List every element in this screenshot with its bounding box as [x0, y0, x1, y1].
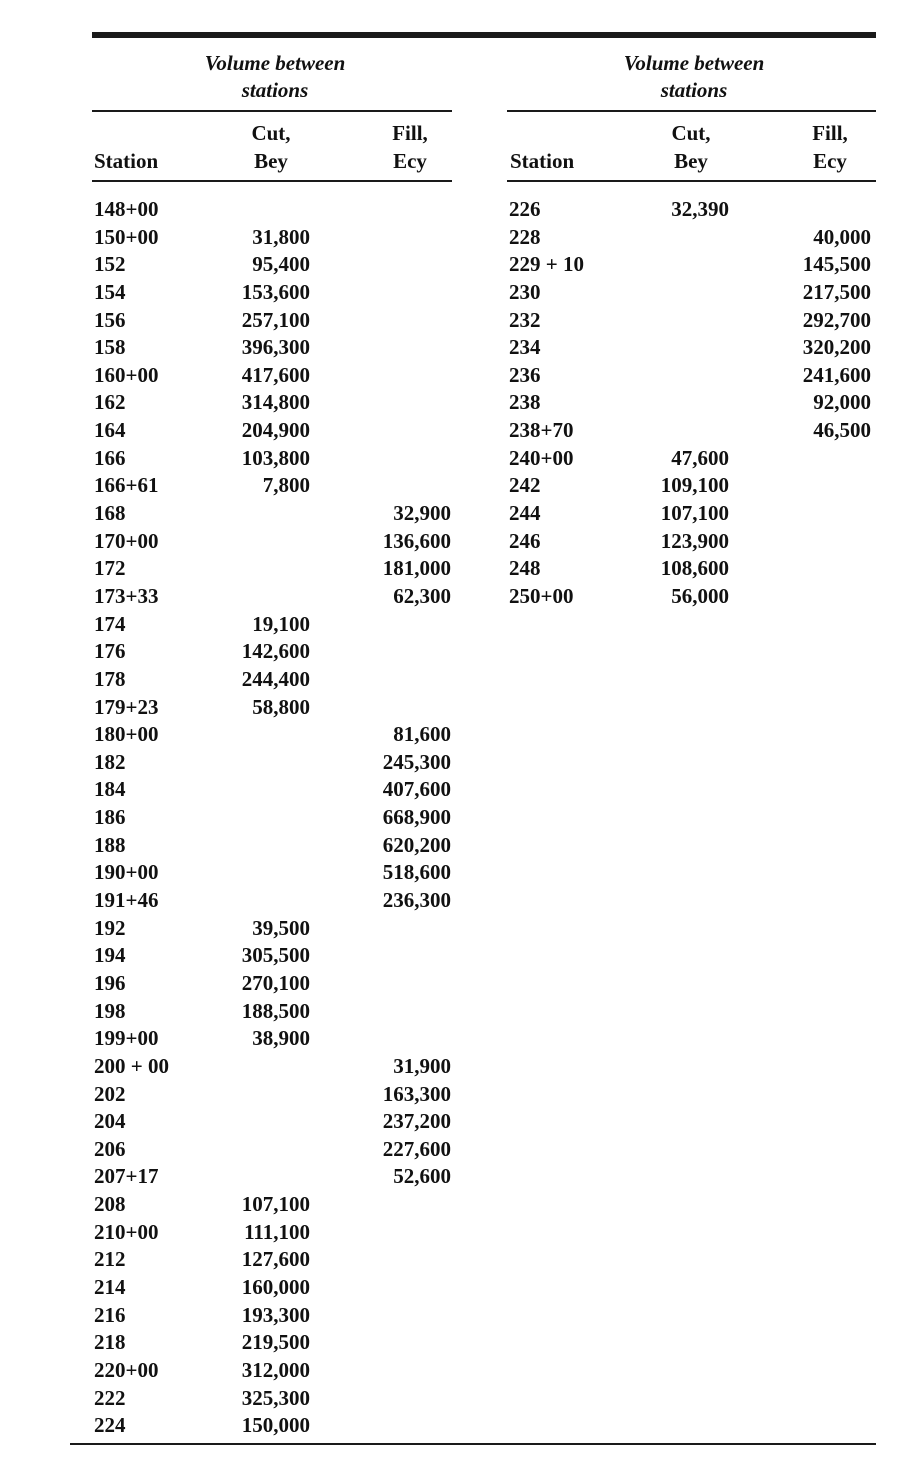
- cut-cell: 109,100: [660, 473, 729, 498]
- fill-cell: 40,000: [813, 224, 871, 249]
- cut-cell: [190, 500, 310, 528]
- station-cell: 230: [509, 279, 541, 304]
- station-cell: 238: [509, 390, 541, 415]
- cut-cell: 150,000: [241, 1413, 310, 1438]
- left-cut-header-line2: Bey: [254, 149, 288, 173]
- station-cell: 158: [94, 335, 126, 360]
- fill-cell: [331, 638, 451, 666]
- cut-cell: 153,600: [241, 279, 310, 304]
- cut-cell: [190, 859, 310, 887]
- left-group-header-line1: Volume between: [204, 51, 346, 75]
- station-cell: 244: [509, 501, 541, 526]
- cut-cell: 204,900: [241, 418, 310, 443]
- left-cut-column: [190, 196, 310, 1440]
- cut-cell: [190, 196, 310, 224]
- cut-cell: 270,100: [241, 970, 310, 995]
- cut-cell: 7,800: [262, 473, 310, 498]
- fill-cell: 46,500: [813, 418, 871, 443]
- fill-cell: [331, 224, 451, 252]
- station-cell: 186: [94, 805, 126, 830]
- station-cell: 182: [94, 749, 126, 774]
- fill-cell: [331, 611, 451, 639]
- column-header-rule-right: [507, 180, 876, 182]
- fill-cell: [751, 555, 871, 583]
- left-fill-header: [350, 119, 470, 175]
- cut-cell: [190, 749, 310, 777]
- station-cell: 154: [94, 279, 126, 304]
- cut-cell: [190, 887, 310, 915]
- fill-cell: [331, 666, 451, 694]
- station-cell: 204: [94, 1109, 126, 1134]
- fill-cell: [751, 500, 871, 528]
- left-station-header: Station: [94, 149, 159, 173]
- station-cell: 214: [94, 1274, 126, 1299]
- cut-cell: [609, 279, 729, 307]
- fill-cell: 136,600: [382, 528, 451, 553]
- cut-cell: 142,600: [241, 639, 310, 664]
- fill-cell: 92,000: [813, 390, 871, 415]
- station-cell: 248: [509, 556, 541, 581]
- cut-cell: [190, 776, 310, 804]
- station-cell: 250+00: [509, 583, 574, 608]
- station-cell: 220+00: [94, 1357, 159, 1382]
- cut-cell: 123,900: [660, 528, 729, 553]
- right-fill-header-line1: Fill,: [812, 121, 848, 145]
- station-cell: 160+00: [94, 362, 159, 387]
- fill-cell: [751, 196, 871, 224]
- cut-cell: [190, 1108, 310, 1136]
- right-station-header: Station: [510, 149, 575, 173]
- left-fill-column: [331, 196, 451, 1440]
- left-group-header-line2: stations: [241, 78, 309, 102]
- cut-cell: 160,000: [241, 1274, 310, 1299]
- fill-cell: [331, 1412, 451, 1440]
- station-cell: 166: [94, 445, 126, 470]
- station-cell: 150+00: [94, 224, 159, 249]
- fill-cell: 407,600: [382, 777, 451, 802]
- cut-cell: 39,500: [252, 915, 310, 940]
- right-group-header: [584, 50, 804, 104]
- right-fill-header-line2: Ecy: [813, 149, 847, 173]
- fill-cell: [331, 196, 451, 224]
- station-cell: 168: [94, 501, 126, 526]
- cut-cell: [609, 224, 729, 252]
- fill-cell: 320,200: [802, 335, 871, 360]
- cut-cell: 127,600: [241, 1247, 310, 1272]
- station-cell: 210+00: [94, 1219, 159, 1244]
- cut-cell: 305,500: [241, 943, 310, 968]
- group-header-rule-left: [92, 110, 452, 112]
- fill-cell: 145,500: [802, 252, 871, 277]
- cut-cell: 32,390: [671, 197, 729, 221]
- station-cell: 240+00: [509, 445, 574, 470]
- fill-cell: [331, 970, 451, 998]
- right-cut-header-line1: Cut,: [671, 121, 711, 145]
- cut-cell: 314,800: [241, 390, 310, 415]
- station-cell: 212: [94, 1247, 126, 1272]
- station-cell: 236: [509, 362, 541, 387]
- right-group-header-line1: Volume between: [623, 51, 765, 75]
- station-cell: 226: [509, 197, 541, 221]
- fill-cell: [331, 445, 451, 473]
- fill-cell: 181,000: [382, 556, 451, 581]
- station-cell: 178: [94, 666, 126, 691]
- station-cell: 179+23: [94, 694, 159, 719]
- fill-cell: 32,900: [393, 501, 451, 526]
- station-cell: 162: [94, 390, 126, 415]
- right-cut-header: [631, 119, 751, 175]
- fill-cell: 237,200: [382, 1109, 451, 1134]
- cut-cell: 107,100: [241, 1192, 310, 1217]
- fill-cell: 668,900: [382, 805, 451, 830]
- cut-cell: 396,300: [241, 335, 310, 360]
- station-cell: 198: [94, 998, 126, 1023]
- fill-cell: 245,300: [382, 749, 451, 774]
- cut-cell: 325,300: [241, 1385, 310, 1410]
- station-cell: 228: [509, 224, 541, 249]
- left-group-header: [165, 50, 385, 104]
- station-cell: 148+00: [94, 197, 159, 221]
- fill-cell: [331, 1219, 451, 1247]
- station-cell: 176: [94, 639, 126, 664]
- group-header-rule-right: [507, 110, 876, 112]
- cut-cell: [609, 334, 729, 362]
- fill-cell: 227,600: [382, 1136, 451, 1161]
- fill-cell: 518,600: [382, 860, 451, 885]
- fill-cell: 241,600: [802, 362, 871, 387]
- right-fill-header: [770, 119, 890, 175]
- station-cell: 156: [94, 307, 126, 332]
- cut-cell: 107,100: [660, 501, 729, 526]
- bottom-rule: [70, 1443, 876, 1445]
- station-cell: 170+00: [94, 528, 159, 553]
- fill-cell: [751, 445, 871, 473]
- left-fill-header-line2: Ecy: [393, 149, 427, 173]
- station-cell: 207+17: [94, 1164, 159, 1189]
- fill-cell: [331, 1025, 451, 1053]
- cut-cell: 95,400: [252, 252, 310, 277]
- top-rule: [92, 32, 876, 38]
- fill-cell: [751, 528, 871, 556]
- station-cell: 196: [94, 970, 126, 995]
- fill-cell: 52,600: [393, 1164, 451, 1189]
- fill-cell: [331, 307, 451, 335]
- station-cell: 246: [509, 528, 541, 553]
- station-cell: 174: [94, 611, 126, 636]
- station-cell: 232: [509, 307, 541, 332]
- cut-cell: 31,800: [252, 224, 310, 249]
- station-cell: 208: [94, 1192, 126, 1217]
- cut-cell: [190, 1163, 310, 1191]
- cut-cell: 19,100: [252, 611, 310, 636]
- fill-cell: [331, 1246, 451, 1274]
- fill-cell: 217,500: [802, 279, 871, 304]
- station-cell: 229 + 10: [509, 252, 584, 277]
- cut-cell: 111,100: [244, 1219, 310, 1244]
- station-cell: 222: [94, 1385, 126, 1410]
- right-cut-column: [609, 196, 729, 611]
- station-cell: 172: [94, 556, 126, 581]
- cut-cell: [190, 1081, 310, 1109]
- right-fill-column: [751, 196, 871, 611]
- cut-cell: [609, 362, 729, 390]
- cut-cell: [609, 251, 729, 279]
- station-cell: 180+00: [94, 722, 159, 747]
- cut-cell: 219,500: [241, 1330, 310, 1355]
- station-cell: 202: [94, 1081, 126, 1106]
- cut-cell: 108,600: [660, 556, 729, 581]
- station-cell: 242: [509, 473, 541, 498]
- station-cell: 238+70: [509, 418, 574, 443]
- fill-cell: 292,700: [802, 307, 871, 332]
- cut-cell: 58,800: [252, 694, 310, 719]
- fill-cell: 62,300: [393, 583, 451, 608]
- cut-cell: 312,000: [241, 1357, 310, 1382]
- fill-cell: [331, 417, 451, 445]
- cut-cell: 193,300: [241, 1302, 310, 1327]
- right-cut-header-line2: Bey: [674, 149, 708, 173]
- left-fill-header-line1: Fill,: [392, 121, 428, 145]
- cut-cell: [190, 832, 310, 860]
- fill-cell: [331, 389, 451, 417]
- fill-cell: 163,300: [382, 1081, 451, 1106]
- station-cell: 206: [94, 1136, 126, 1161]
- left-cut-header: [211, 119, 331, 175]
- cut-cell: [190, 528, 310, 556]
- fill-cell: [331, 1329, 451, 1357]
- station-cell: 173+33: [94, 583, 159, 608]
- fill-cell: 81,600: [393, 722, 451, 747]
- cut-cell: [609, 417, 729, 445]
- station-cell: 190+00: [94, 860, 159, 885]
- station-cell: 152: [94, 252, 126, 277]
- fill-cell: [331, 1385, 451, 1413]
- fill-cell: [331, 1191, 451, 1219]
- fill-cell: [331, 942, 451, 970]
- fill-cell: 620,200: [382, 832, 451, 857]
- cut-cell: [190, 1136, 310, 1164]
- cut-cell: [190, 1053, 310, 1081]
- station-cell: 166+61: [94, 473, 159, 498]
- cut-cell: [190, 583, 310, 611]
- fill-cell: [331, 362, 451, 390]
- cut-cell: [190, 721, 310, 749]
- fill-cell: [331, 915, 451, 943]
- left-cut-header-line1: Cut,: [251, 121, 291, 145]
- fill-cell: 31,900: [393, 1053, 451, 1078]
- station-cell: 194: [94, 943, 126, 968]
- fill-cell: [751, 583, 871, 611]
- column-header-rule-left: [92, 180, 452, 182]
- fill-cell: [331, 694, 451, 722]
- fill-cell: [331, 1274, 451, 1302]
- station-cell: 191+46: [94, 888, 159, 913]
- right-group-header-line2: stations: [660, 78, 728, 102]
- station-cell: 224: [94, 1413, 126, 1438]
- cut-cell: [609, 389, 729, 417]
- station-cell: 184: [94, 777, 126, 802]
- station-cell: 216: [94, 1302, 126, 1327]
- cut-cell: 103,800: [241, 445, 310, 470]
- station-cell: 199+00: [94, 1026, 159, 1051]
- station-cell: 192: [94, 915, 126, 940]
- cut-cell: [190, 555, 310, 583]
- fill-cell: [331, 1357, 451, 1385]
- station-cell: 164: [94, 418, 126, 443]
- cut-cell: 244,400: [241, 666, 310, 691]
- fill-cell: [331, 472, 451, 500]
- station-cell: 218: [94, 1330, 126, 1355]
- cut-cell: 47,600: [671, 445, 729, 470]
- cut-cell: 188,500: [241, 998, 310, 1023]
- fill-cell: [331, 1302, 451, 1330]
- cut-cell: [190, 804, 310, 832]
- fill-cell: [331, 279, 451, 307]
- fill-cell: [751, 472, 871, 500]
- fill-cell: [331, 998, 451, 1026]
- cut-cell: [609, 307, 729, 335]
- cut-cell: 417,600: [241, 362, 310, 387]
- fill-cell: [331, 334, 451, 362]
- station-cell: 234: [509, 335, 541, 360]
- station-cell: 200 + 00: [94, 1053, 169, 1078]
- cut-cell: 257,100: [241, 307, 310, 332]
- station-cell: 188: [94, 832, 126, 857]
- fill-cell: [331, 251, 451, 279]
- cut-cell: 38,900: [252, 1026, 310, 1051]
- cut-cell: 56,000: [671, 583, 729, 608]
- fill-cell: 236,300: [382, 888, 451, 913]
